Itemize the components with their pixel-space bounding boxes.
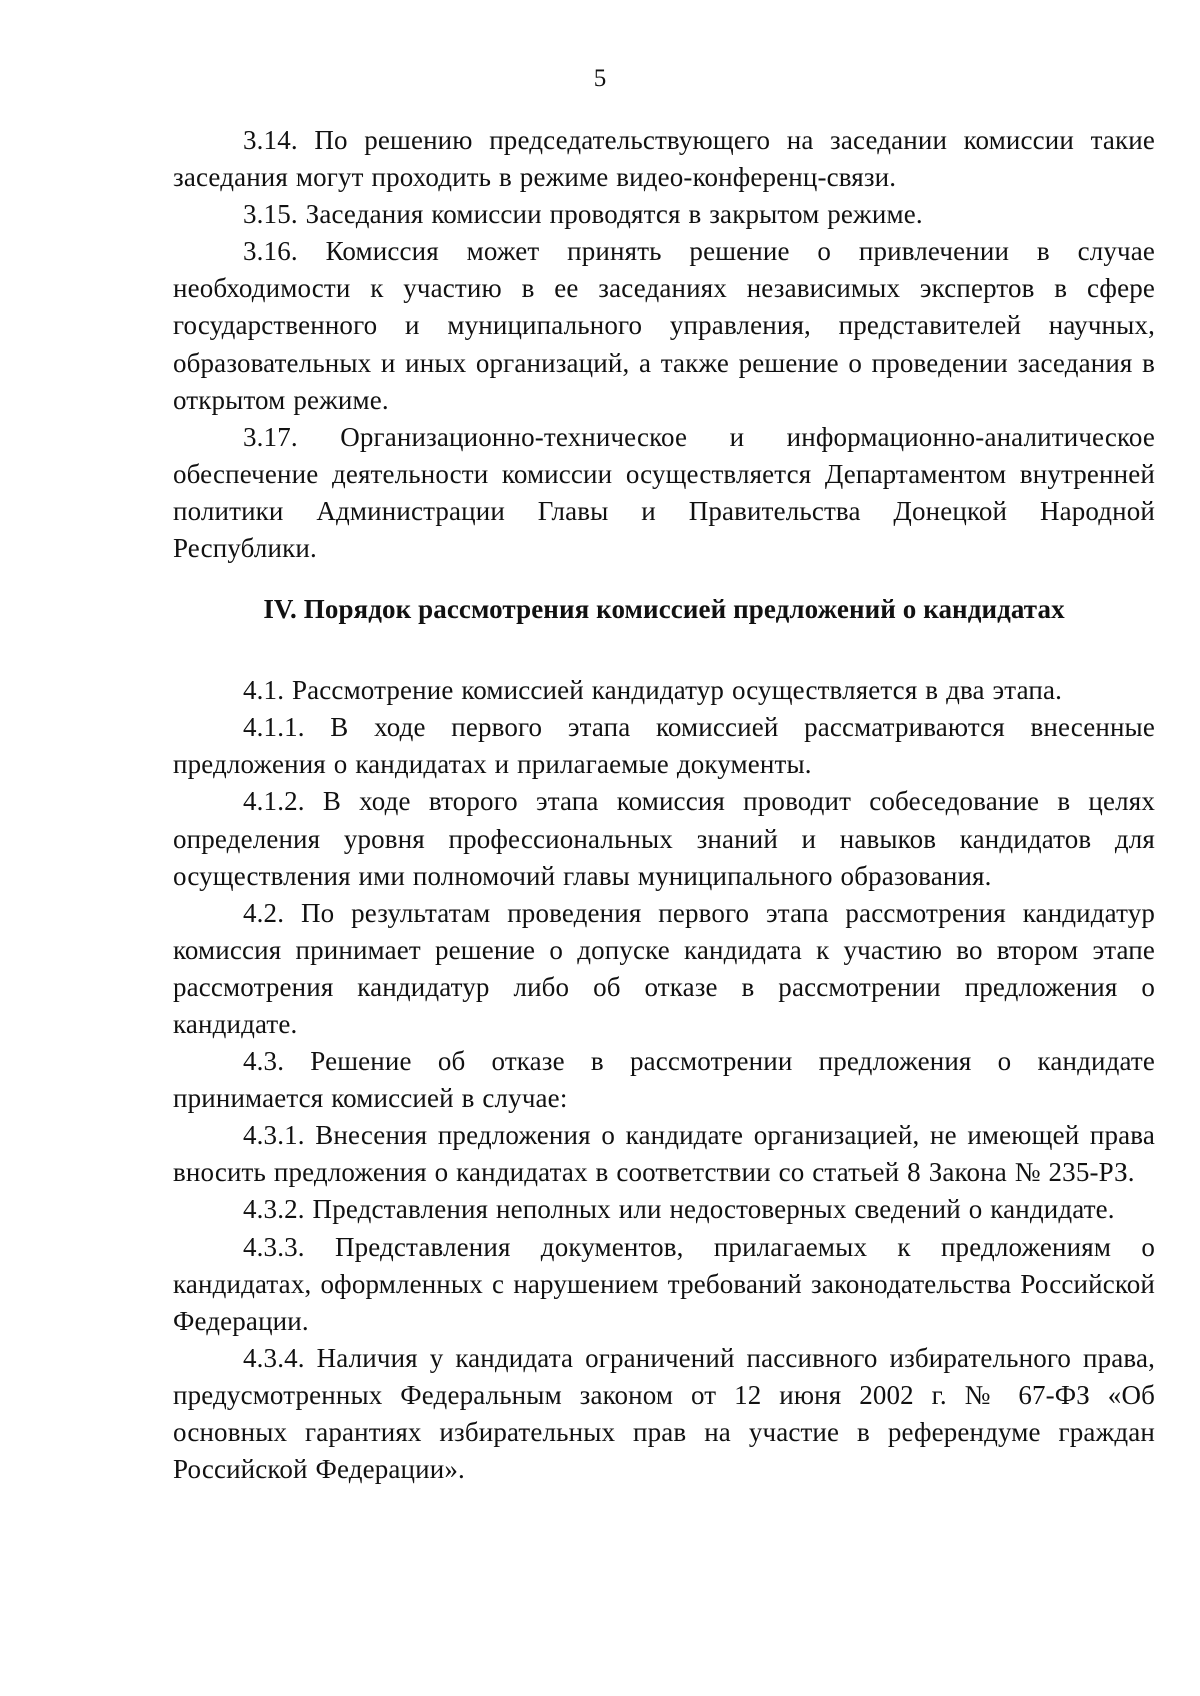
section-heading-iv: IV. Порядок рассмотрения комиссией предложений о кандидатах: [263, 594, 1065, 625]
page-number: 5: [593, 65, 607, 92]
paragraph-4-1: 4.1. Рассмотрение комиссией кандидатур осуществляется в два этапа.: [243, 675, 1062, 706]
paragraph-4-1-2: 4.1.2. В ходе второго этапа комиссия проводит собеседование в целях определения уровня профессиональных знаний и навыков кандидатов для осуществления ими полномочий главы муниципального образования.: [173, 786, 1155, 891]
paragraph-3-16: 3.16. Комиссия может принять решение о привлечении в случае необходимости к участию в ее заседаниях независимых экспертов в сфере государственного и муниципального управления, представителей научных, образовательных и иных организаций, а также решение о проведении заседания в открытом режиме.: [173, 236, 1155, 415]
paragraph-4-2: 4.2. По результатам проведения первого этапа рассмотрения кандидатур комиссия принимает решение о допуске кандидата к участию во втором этапе рассмотрения кандидатур либо об отказе в рассмотрении предложения о кандидате.: [173, 897, 1155, 1039]
paragraph-4-3-1: 4.3.1. Внесения предложения о кандидате организацией, не имеющей права вносить предложения о кандидатах в соответствии со статьей 8 Закона № 235-РЗ.: [173, 1120, 1155, 1188]
paragraph-3-15: 3.15. Заседания комиссии проводятся в закрытом режиме.: [243, 199, 923, 230]
paragraph-4-3-2: 4.3.2. Представления неполных или недостоверных сведений о кандидате.: [243, 1194, 1115, 1225]
paragraph-3-14: 3.14. По решению председательствующего на заседании комиссии такие заседания могут проходить в режиме видео-конференц-связи.: [173, 125, 1155, 193]
paragraph-4-3-3: 4.3.3. Представления документов, прилагаемых к предложениям о кандидатах, оформленных с нарушением требований законодательства Российской Федерации.: [173, 1231, 1155, 1336]
paragraph-4-3: 4.3. Решение об отказе в рассмотрении предложения о кандидате принимается комиссией в случае:: [173, 1046, 1155, 1114]
paragraph-3-17: 3.17. Организационно-техническое и информационно-аналитическое обеспечение деятельности комиссии осуществляется Департаментом внутренней политики Администрации Главы и Правительства Донецкой Народной Республики.: [173, 421, 1155, 564]
paragraph-4-1-1: 4.1.1. В ходе первого этапа комиссией рассматриваются внесенные предложения о кандидатах и прилагаемые документы.: [173, 712, 1155, 780]
paragraph-4-3-4: 4.3.4. Наличия у кандидата ограничений пассивного избирательного права, предусмотренных Федеральным законом от 12 июня 2002 г. № 67-ФЗ «Об основных гарантиях избирательных прав на участие в референдуме граждан Российской Федерации».: [173, 1342, 1155, 1485]
document-body: [173, 122, 1155, 1488]
